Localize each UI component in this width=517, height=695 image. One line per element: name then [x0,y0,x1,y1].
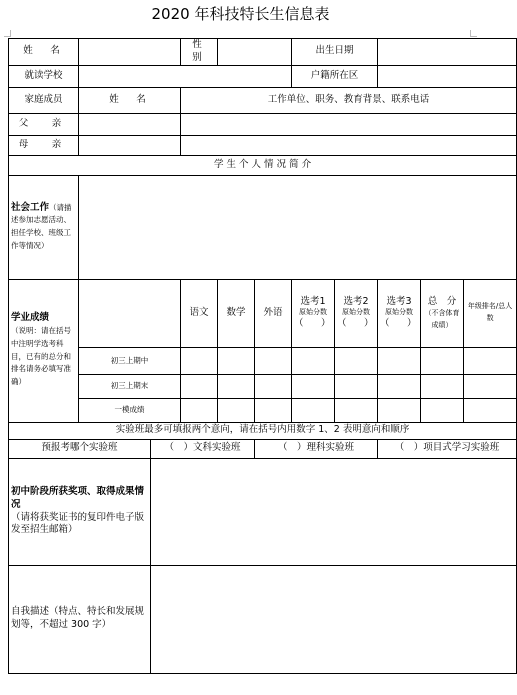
total-score-header [421,279,464,347]
score-cell[interactable] [255,347,292,374]
elective-3-sub: 原始分数 [385,308,414,317]
page-title: 2020 年科技特长生信息表 [151,5,330,23]
social-work-field[interactable] [79,175,517,279]
score-cell[interactable] [181,398,218,422]
elective-1-title: 选考1 [300,295,326,307]
academic-corner-cell [79,279,181,347]
awards-cell [9,458,151,565]
academic-label: 学业成绩 [11,312,50,324]
corner-mark [4,30,11,37]
score-cell[interactable] [464,374,517,398]
family-members-label: 家庭成员 [9,87,79,113]
awards-note: （请将获奖证书的复印件电子版发至招生邮箱） [11,511,145,536]
hukou-field[interactable] [378,65,517,87]
elective-2-paren[interactable]: （ ） [337,317,378,329]
score-cell[interactable] [292,347,335,374]
subject-chinese: 语文 [181,279,218,347]
name-label: 姓 名 [9,39,79,66]
social-work-cell [9,175,79,279]
score-row-label: 初三上期末 [79,374,181,398]
score-cell[interactable] [464,398,517,422]
score-cell[interactable] [335,347,378,374]
score-cell[interactable] [218,398,255,422]
elective-2-header [335,279,378,347]
info-form-table [8,38,517,674]
self-description-label: 自我描述（特点、特长和发展规划等，不超过 300 字） [9,565,151,673]
score-row [9,347,517,374]
awards-label: 初中阶段所获奖项、取得成果情况 [11,486,145,510]
total-score-title: 总 分 [427,295,457,307]
hukou-label: 户籍所在区 [292,65,378,87]
subject-math: 数学 [218,279,255,347]
score-cell[interactable] [378,374,421,398]
school-label: 就读学校 [9,65,79,87]
score-cell[interactable] [181,374,218,398]
family-info-column: 工作单位、职务、教育背景、联系电话 [181,87,517,113]
family-name-column: 姓 名 [79,87,181,113]
score-cell[interactable] [378,347,421,374]
social-work-note: （请描述参加志愿活动、担任学校、班级工作等情况） [11,202,72,250]
option-project-learning-class[interactable]: （ ）项目式学习实验班 [378,439,517,458]
elective-3-title: 选考3 [386,295,412,307]
mother-name-field[interactable] [79,135,181,155]
elective-1-paren[interactable]: （ ） [294,317,335,329]
corner-mark [470,30,477,37]
school-field[interactable] [79,65,292,87]
score-row-label: 初三上期中 [79,347,181,374]
mother-label: 母 亲 [9,135,79,155]
mother-info-field[interactable] [181,135,517,155]
birth-date-label: 出生日期 [292,39,378,66]
score-row [9,398,517,422]
score-row-label: 一模成绩 [79,398,181,422]
elective-2-sub: 原始分数 [342,308,371,317]
score-cell[interactable] [421,347,464,374]
score-cell[interactable] [255,398,292,422]
gender-label: 性 别 [181,39,218,66]
option-liberal-arts-class[interactable]: （ ）文科实验班 [151,439,255,458]
father-label: 父 亲 [9,113,79,135]
father-info-field[interactable] [181,113,517,135]
score-cell[interactable] [421,398,464,422]
score-cell[interactable] [181,347,218,374]
score-cell[interactable] [292,374,335,398]
elective-2-title: 选考2 [343,295,369,307]
social-work-label: 社会工作 [11,201,50,213]
total-score-note: （不含体育成绩） [424,309,460,329]
birth-date-field[interactable] [378,39,517,66]
gender-field[interactable] [218,39,292,66]
rank-header: 年级排名/总人数 [464,279,517,347]
elective-3-header [378,279,421,347]
self-description-field[interactable] [151,565,517,673]
score-cell[interactable] [292,398,335,422]
subject-foreign-language: 外语 [255,279,292,347]
score-cell[interactable] [255,374,292,398]
score-cell[interactable] [378,398,421,422]
name-field[interactable] [79,39,181,66]
elective-3-paren[interactable]: （ ） [380,317,421,329]
score-cell[interactable] [218,374,255,398]
academic-cell [9,279,79,422]
score-cell[interactable] [218,347,255,374]
awards-field[interactable] [151,458,517,565]
score-cell[interactable] [421,374,464,398]
personal-intro-header: 学 生 个 人 情 况 简 介 [9,155,517,175]
academic-note: （说明：请在括号中注明学选考科目，已有的总分和排名请务必填写准确） [11,326,71,387]
elective-1-sub: 原始分数 [299,308,328,317]
score-cell[interactable] [335,398,378,422]
score-cell[interactable] [335,374,378,398]
score-cell[interactable] [464,347,517,374]
score-row [9,374,517,398]
option-science-class[interactable]: （ ）理科实验班 [255,439,378,458]
elective-1-header [292,279,335,347]
experiment-class-note: 实验班最多可填报两个意向，请在括号内用数字 1、2 表明意向和顺序 [9,422,517,439]
father-name-field[interactable] [79,113,181,135]
experiment-class-label: 预报考哪个实验班 [9,439,151,458]
